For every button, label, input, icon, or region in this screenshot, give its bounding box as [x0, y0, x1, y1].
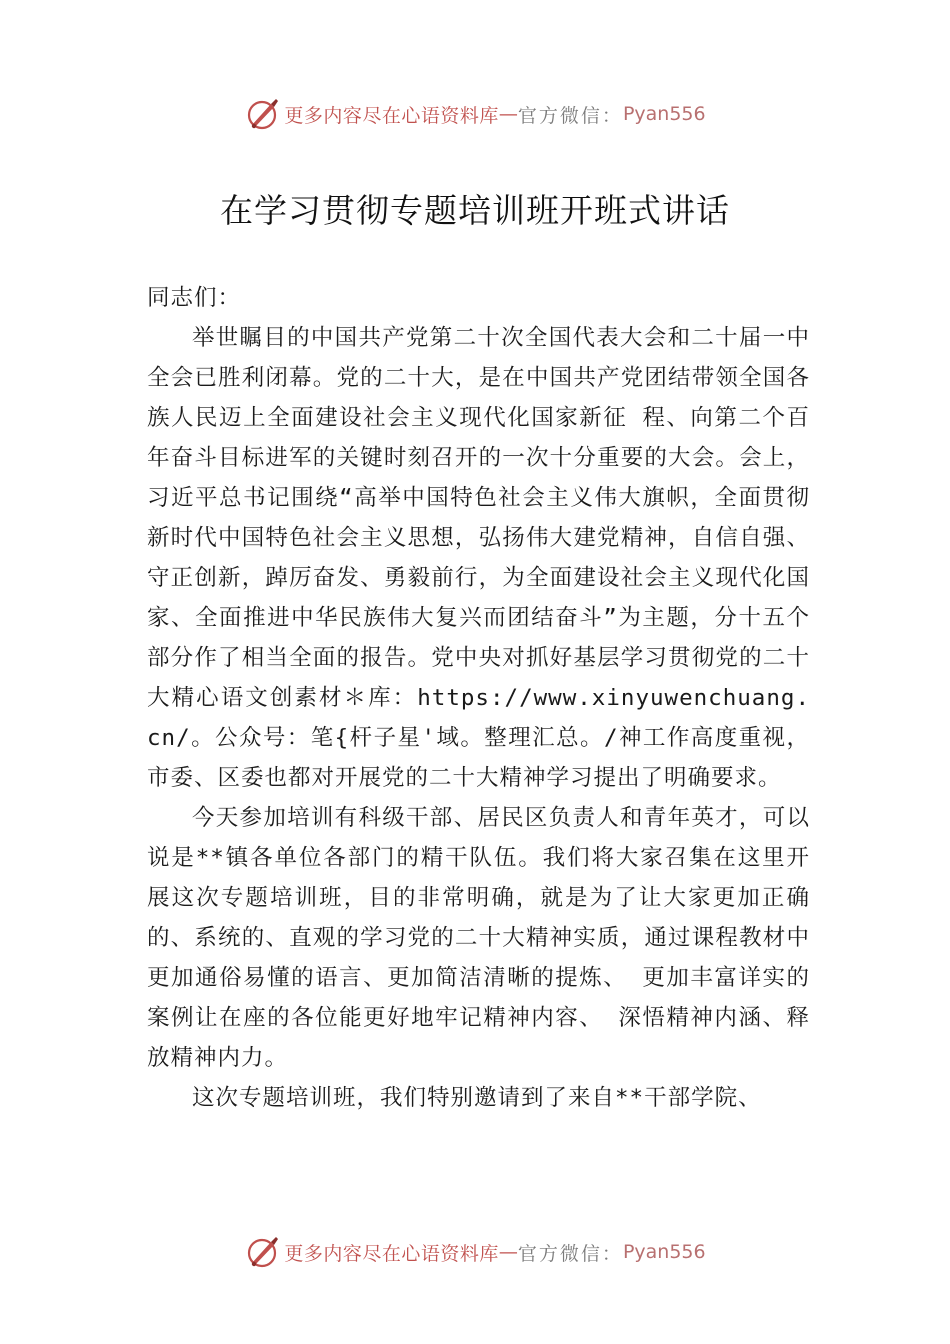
footer-wechat-label: 官方微信： [517, 1242, 623, 1265]
header-wechat-id: Pyan556 [622, 103, 706, 125]
footer-banner-text: 更多内容尽在心语资料库 [284, 1242, 499, 1265]
footer-banner [0, 1232, 950, 1272]
header-banner-separator: — [498, 103, 518, 125]
footer-wechat-id: Pyan556 [622, 1241, 706, 1263]
footer-banner-separator: — [498, 1241, 518, 1263]
salutation: 同志们： [147, 285, 242, 311]
brush-logo-icon [244, 96, 280, 132]
brush-logo-icon [244, 1234, 280, 1270]
paragraph: 举世瞩目的中国共产党第二十次全国代表大会和二十届一中全会已胜利闭幕。党的二十大，是在中国共产党团结带领全国各族人民迈上全面建设社会主义现代化国家新征 程、向第二个百年奋斗目标进军的关键时刻召开的一次十分重要的大会。会上，习近平总书记围绕“高举中国特色社会主义伟大旗帜，全面贯彻新时代中国特色社会主义思想，弘扬伟大建党精神，自信自强、守正创新，踔厉奋发、勇毅前行，为全面建设社会主义现代化国家、全面推进中华民族伟大复兴而团结奋斗”为主题，分十五个部分作了相当全面的报告。党中央对抓好基层学习贯彻党的二十大精心语文创素材＊库：https://www.xinyuwenchuang.cn/。公众号：笔{杆子星'域。整理汇总。/神工作高度重视，市委、区委也都对开展党的二十大精神学习提出了明确要求。 [147, 325, 810, 791]
paragraph: 今天参加培训有科级干部、居民区负责人和青年英才，可以说是**镇各单位各部门的精干队伍。我们将大家召集在这里开展这次专题培训班，目的非常明确，就是为了让大家更加正确的、系统的、直观的学习党的二十大精神实质，通过课程教材中更加通俗易懂的语言、更加简洁清晰的提炼、 更加丰富详实的案例让在座的各位能更好地牢记精神内容、 深悟精神内涵、释放精神内力。 [147, 805, 810, 1071]
document-body [147, 278, 810, 1118]
paragraph: 这次专题培训班，我们特别邀请到了来自**干部学院、 [192, 1085, 762, 1111]
header-banner-text: 更多内容尽在心语资料库 [284, 104, 499, 127]
header-banner [0, 94, 950, 134]
document-title: 在学习贯彻专题培训班开班式讲话 [220, 191, 730, 230]
header-wechat-label: 官方微信： [517, 104, 623, 127]
